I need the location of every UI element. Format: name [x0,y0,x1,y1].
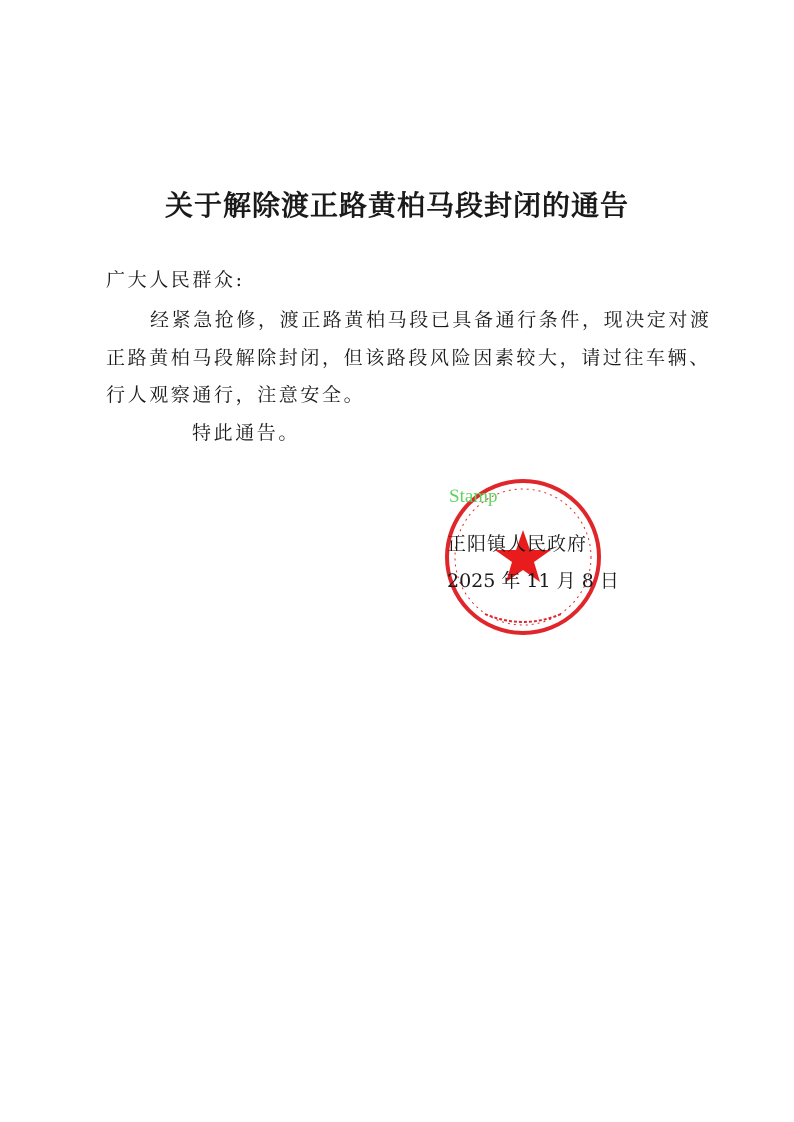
closing-line: 特此通告。 [192,422,301,444]
body-line-2: 正路黄柏马段解除封闭，但该路段风险因素较大，请过往车辆、 [106,347,711,369]
stamp-placeholder-label: Stamp [449,486,498,507]
issue-date: 2025 年 11 月 8 日 [447,570,619,592]
issuer-name: 正阳镇人民政府 [447,533,588,555]
salutation: 广大人民群众: [106,269,245,291]
notice-title: 关于解除渡正路黄柏马段封闭的通告 [164,189,629,222]
body-line-3: 行人观察通行，注意安全。 [106,384,366,406]
body-line-1: 经紧急抢修，渡正路黄柏马段已具备通行条件，现决定对渡 [150,309,712,331]
